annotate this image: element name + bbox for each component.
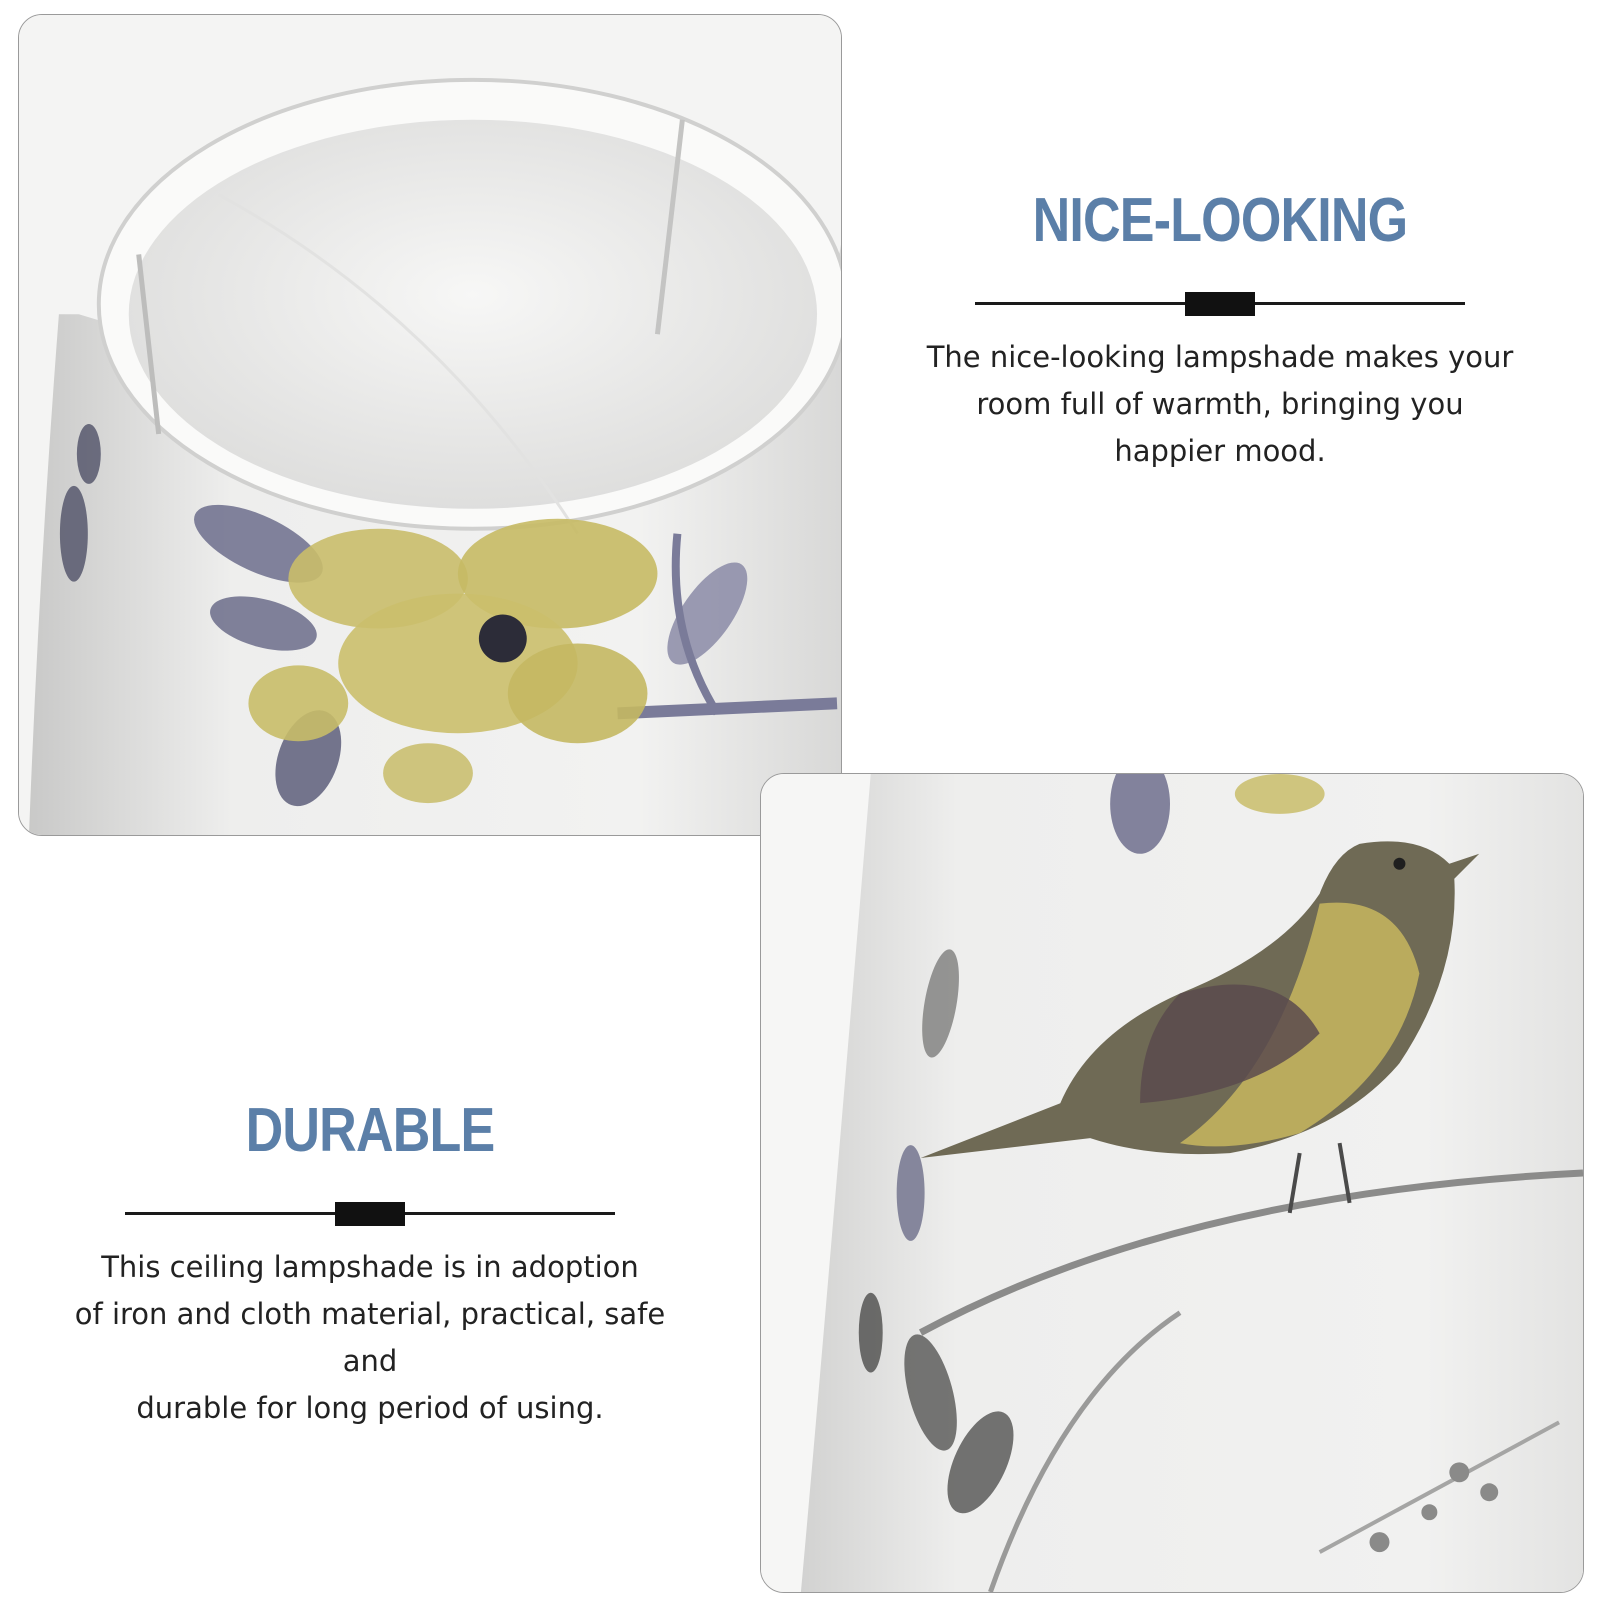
description-line: The nice-looking lampshade makes your — [926, 340, 1514, 374]
divider-block — [335, 1202, 405, 1226]
feature-description — [920, 334, 1520, 475]
feature-nice-looking — [920, 186, 1520, 475]
description-line: happier mood. — [1114, 434, 1326, 468]
product-photo-interior — [18, 14, 842, 836]
description-line: room full of warmth, bringing you — [976, 387, 1464, 421]
section-divider — [125, 1202, 615, 1226]
feature-description — [50, 1244, 690, 1432]
feature-durable — [50, 1096, 690, 1432]
product-photo-bird — [760, 773, 1584, 1593]
description-line: durable for long period of using. — [136, 1391, 604, 1425]
lampshade-bird-illustration — [761, 774, 1583, 1592]
description-line: This ceiling lampshade is in adoption — [101, 1250, 639, 1284]
lampshade-interior-illustration — [19, 15, 841, 835]
feature-title: DURABLE — [245, 1096, 495, 1165]
section-divider — [975, 292, 1465, 316]
feature-title: NICE-LOOKING — [1032, 186, 1408, 255]
description-line: of iron and cloth material, practical, safe and — [74, 1297, 666, 1378]
divider-block — [1185, 292, 1255, 316]
